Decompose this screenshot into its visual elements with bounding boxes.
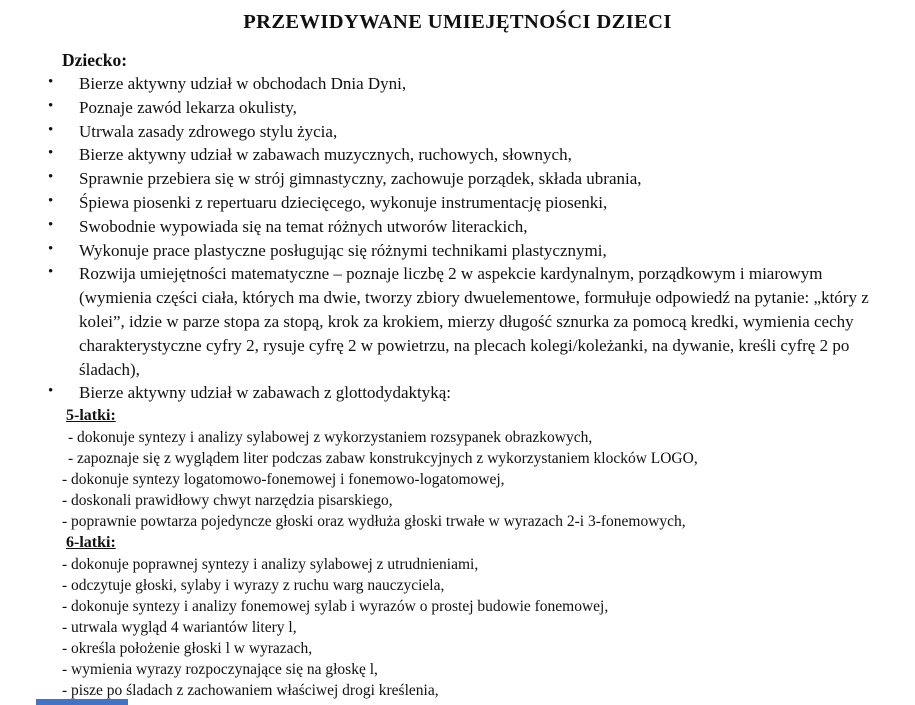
sub-item: - poprawnie powtarza pojedyncze głoski oraz wydłuża głoski trwałe w wyrazach 2-i 3-fonemowych, [62,513,686,531]
bullet-dot-icon: • [48,74,54,90]
sub-item: - doskonali prawidłowy chwyt narzędzia pisarskiego, [62,492,393,510]
sub-item: - dokonuje syntezy i analizy fonemowej sylab i wyrazów o prostej budowie fonemowej, [62,598,609,616]
bullet-text: Utrwala zasady zdrowego stylu życia, [79,121,338,141]
bullet-text: Bierze aktywny udział w zabawach z glottodydaktyką: [79,383,451,403]
sub-item: - zapoznaje się z wyglądem liter podczas zabaw konstrukcyjnych z wykorzystaniem klocków LOGO, [68,450,698,468]
bullet-item [48,381,891,405]
sub-item: - wymienia wyrazy rozpoczynające się na głoskę l, [62,661,378,679]
cutoff-blue-element [36,699,128,705]
bullet-item [48,143,891,167]
bullet-list [0,72,915,405]
age-group-heading: 5-latki: [66,407,116,425]
sub-item: - odczytuje głoski, sylaby i wyrazy z ruchu warg nauczyciela, [62,577,445,595]
glotto-block [62,405,915,701]
sub-item: - pisze po śladach z zachowaniem właściwej drogi kreślenia, [62,682,439,700]
bullet-item [48,262,891,381]
bullet-dot-icon: • [48,121,54,138]
bullet-text: Bierze aktywny udział w obchodach Dnia Dyni, [79,74,407,93]
bullet-text: Śpiewa piosenki z repertuaru dziecięcego, wykonuje instrumentację piosenki, [79,192,608,212]
bullet-text: Poznaje zawód lekarza okulisty, [79,97,297,117]
sub-item: - dokonuje syntezy i analizy sylabowej z wykorzystaniem rozsypanek obrazkowych, [68,429,593,447]
bullet-dot-icon: • [48,192,54,209]
bullet-item [48,96,891,120]
sub-item: - określa położenie głoski l w wyrazach, [62,640,313,658]
bullet-item [48,215,891,239]
bullet-text: Sprawnie przebiera się w strój gimnastyczny, zachowuje porządek, składa ubrania, [79,169,642,189]
bullet-dot-icon: • [48,145,54,162]
bullet-dot-icon: • [48,240,54,257]
bullet-dot-icon: • [48,383,54,400]
sub-item: - dokonuje syntezy logatomowo-fonemowej i fonemowo-logatomowej, [62,471,505,489]
bullet-item [48,239,891,263]
sub-item: - dokonuje poprawnej syntezy i analizy sylabowej z utrudnieniami, [62,556,479,574]
bullet-dot-icon: • [48,97,54,114]
section-heading: Dziecko: [62,50,128,70]
bullet-item [48,167,891,191]
bullet-dot-icon: • [48,264,54,281]
bullet-dot-icon: • [48,216,54,233]
bullet-item [48,191,891,215]
age-group-heading: 6-latki: [66,534,116,552]
bullet-text: Swobodnie wypowiada się na temat różnych utworów literackich, [79,216,528,236]
bullet-dot-icon: • [48,169,54,186]
bullet-text: Wykonuje prace plastyczne posługując się różnymi technikami plastycznymi, [79,240,607,260]
page-title: PRZEWIDYWANE UMIEJĘTNOŚCI DZIECI [243,11,672,33]
bullet-item [48,72,891,96]
bullet-item [48,120,891,144]
bullet-text: Bierze aktywny udział w zabawach muzycznych, ruchowych, słownych, [79,145,572,165]
bullet-text: Rozwija umiejętności matematyczne – poznaje liczbę 2 w aspekcie kardynalnym, porządkowym i miarowym (wymienia części ciała, których ma dwie, tworzy zbiory dwuelementowe, formułuje odpowiedź na pytanie: „który z kolei”, idzie w parze stopa za stopą, krok za krokiem, mierzy długość sznurka za pomocą kredki, wymienia cechy charakterystyczne cyfry 2, rysuje cyfrę 2 w powietrzu, na plecach kolegi/koleżanki, na dywanie, kreśli cyfrę 2 po śladach), [79,264,869,379]
sub-item: - utrwala wygląd 4 wariantów litery l, [62,619,297,637]
